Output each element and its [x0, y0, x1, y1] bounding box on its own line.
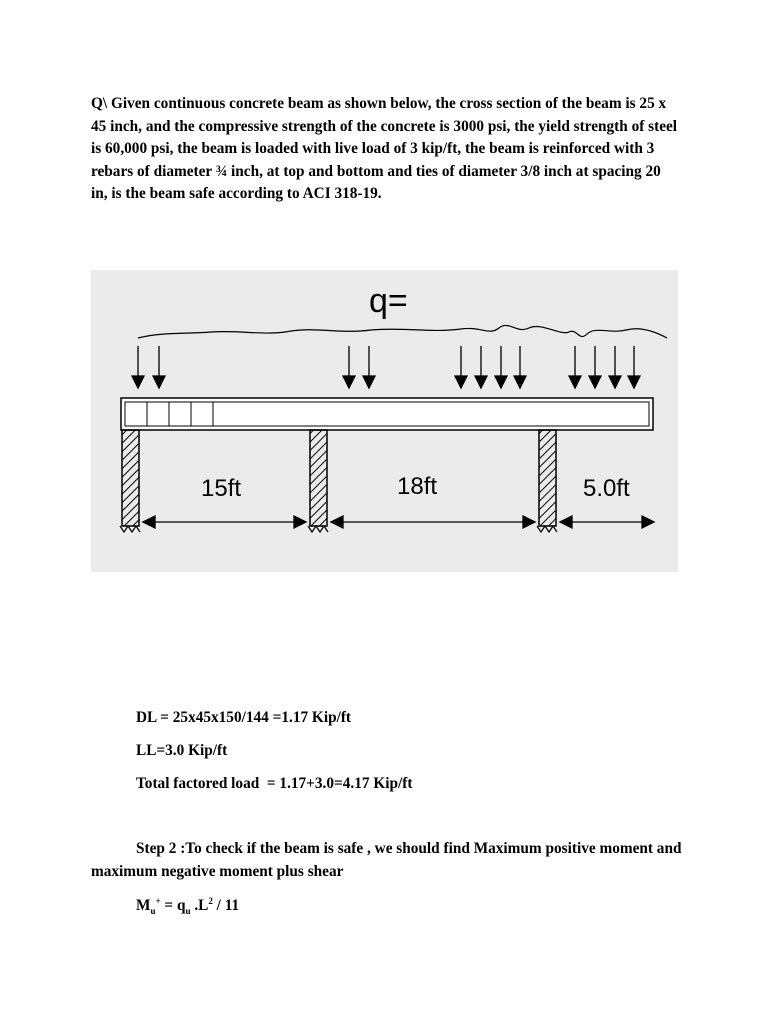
beam-diagram	[91, 270, 678, 572]
dead-load-line: DL = 25x45x150/144 =1.17 Kip/ft	[136, 709, 352, 726]
load-arrow	[609, 346, 621, 388]
load-arrow	[475, 346, 487, 388]
span-label-1: 15ft	[201, 475, 242, 502]
load-arrows	[132, 346, 640, 388]
load-label: q=	[369, 282, 408, 320]
total-load-line: Total factored load = 1.17+3.0=4.17 Kip/ft	[136, 775, 413, 792]
load-arrow	[514, 346, 526, 388]
load-arrow	[495, 346, 507, 388]
moment-formula: $M_u^+ = q_u$ $.L^2 / 11$	[136, 896, 240, 917]
load-arrow	[363, 346, 375, 388]
load-arrow	[455, 346, 467, 388]
span-label-2: 18ft	[397, 473, 438, 500]
load-arrow	[589, 346, 601, 388]
step-2-text: Step 2 :To check if the beam is safe , we should find Maximum positive moment and maximum negative moment plus shear	[91, 840, 682, 880]
beam	[121, 398, 653, 430]
load-arrow	[628, 346, 640, 388]
span-label-3: 5.0ft	[583, 475, 630, 502]
support-column	[120, 430, 140, 532]
load-arrow	[569, 346, 581, 388]
question-text: Q\ Given continuous concrete beam as shown below, the cross section of the beam is 25 x 45 inch, and the compressive strength of the concrete is 3000 psi, the yield strength of steel is 60,000 psi, the beam is loaded with live load of 3 kip/ft, the beam is reinforced with 3 rebars of diameter ¾ inch, at top and bottom and ties of diameter 3/8 inch at spacing 20 in, is the beam safe according to ACI 318-19.	[91, 95, 678, 202]
dimension-lines	[143, 516, 654, 528]
load-arrow	[153, 346, 165, 388]
load-arrow	[132, 346, 144, 388]
support-column	[308, 430, 328, 532]
load-arrow	[343, 346, 355, 388]
support-column	[537, 430, 557, 532]
load-curve	[138, 325, 667, 338]
live-load-line: LL=3.0 Kip/ft	[136, 742, 228, 759]
